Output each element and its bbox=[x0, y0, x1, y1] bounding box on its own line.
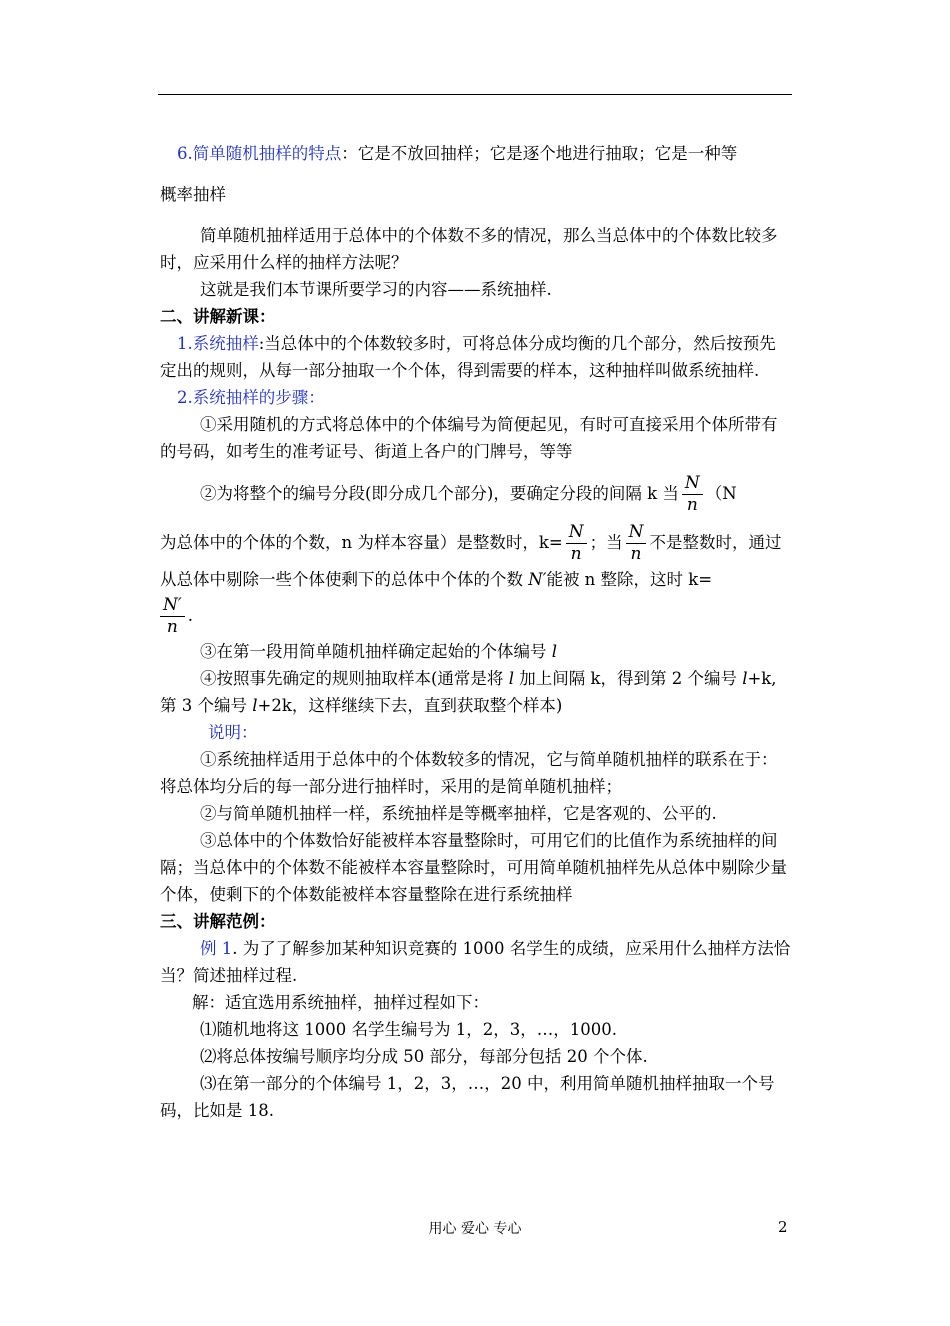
step-2-cont: 为总体中的个体的个数，n 为样本容量）是整数时，k= $\frac{N}{n}$ ；当 $\frac{N}{n}$ 不是整数时，通过从总体中剔除一些个体使剩下的总体中个体的个数 N′能被 n 整除，这时 k= $\frac{N'}{n}$ . bbox=[160, 522, 782, 637]
fraction-N-over-n: $\frac{N}{n}$ bbox=[566, 522, 587, 565]
note-3: ③总体中的个体数恰好能被样本容量整除时，可用它们的比值作为系统抽样的间隔；当总体中的个体数不能被样本容量整除时，可用简单随机抽样先从总体中剔除少量个体，使剩下的个体数能被样本容量整除在进行系统抽样 bbox=[160, 831, 787, 904]
note-1: ①系统抽样适用于总体中的个体数较多的情况，它与简单随机抽样的联系在于：将总体均分后的每一部分进行抽样时，采用的是简单随机抽样； bbox=[160, 750, 778, 796]
fraction-N-over-n: $\frac{N}{n}$ bbox=[626, 522, 647, 565]
solution-step-2: ⑵将总体按编号顺序均分成 50 部分，每部分包括 20 个个体. bbox=[200, 1047, 648, 1066]
fraction-N-over-n: $\frac{N}{n}$ bbox=[682, 473, 703, 516]
example-label: 例 1 bbox=[200, 939, 233, 958]
solution-intro: 解：适宜选用系统抽样，抽样过程如下： bbox=[192, 993, 489, 1012]
definition-term: 1.系统抽样 bbox=[177, 334, 259, 353]
step-2: ②为将整个的编号分段(即分成几个部分)，要确定分段的间隔 k 当 $\frac{N}{n}$ （N bbox=[200, 473, 737, 515]
document-body bbox=[160, 140, 792, 1124]
step-3: ③在第一段用简单随机抽样确定起始的个体编号 l bbox=[200, 642, 558, 661]
page-number: 2 bbox=[778, 1218, 788, 1236]
section-heading-new-lesson: 二、讲解新课： bbox=[160, 307, 276, 326]
step-1: ①采用随机的方式将总体中的个体编号为简便起见，有时可直接采用个体所带有的号码，如考生的准考证号、街道上各户的门牌号，等等 bbox=[160, 415, 778, 461]
note-heading: 说明： bbox=[208, 723, 258, 742]
paragraph-topic: 这就是我们本节课所要学习的内容——系统抽样. bbox=[200, 280, 552, 299]
section-heading-examples: 三、讲解范例： bbox=[160, 912, 276, 931]
footer-motto: 用心 爱心 专心 bbox=[428, 1221, 522, 1237]
features-heading: 6.简单随机抽样的特点 bbox=[177, 144, 342, 163]
N-prime: N′ bbox=[528, 570, 547, 589]
solution-step-1: ⑴随机地将这 1000 名学生编号为 1，2，3，…，1000. bbox=[200, 1020, 617, 1039]
paragraph-definition: 1.系统抽样:当总体中的个体数较多时，可将总体分成均衡的几个部分，然后按预先定出的规则，从每一部分抽取一个个体，得到需要的样本，这种抽样叫做系统抽样. bbox=[160, 334, 776, 380]
paragraph-features-cont: 概率抽样 bbox=[160, 185, 226, 204]
steps-heading: 2.系统抽样的步骤： bbox=[177, 388, 325, 407]
step-4: ④按照事先确定的规则抽取样本(通常是将 l 加上间隔 k，得到第 2 个编号 l+k,第 3 个编号 l+2k，这样继续下去，直到获取整个样本) bbox=[160, 669, 777, 715]
paragraph-intro: 简单随机抽样适用于总体中的个体数不多的情况，那么当总体中的个体数比较多时，应采用什么样的抽样方法呢？ bbox=[160, 226, 778, 272]
fraction-Nprime-over-n: $\frac{N'}{n}$ bbox=[160, 595, 185, 638]
example-1: 例 1. 为了了解参加某种知识竞赛的 1000 名学生的成绩，应采用什么抽样方法恰当？简述抽样过程. bbox=[160, 939, 791, 985]
paragraph-features: 6.简单随机抽样的特点：它是不放回抽样；它是逐个地进行抽取；它是一种等 bbox=[177, 144, 738, 163]
solution-step-3: ⑶在第一部分的个体编号 1，2，3，…，20 中，利用简单随机抽样抽取一个号码，比如是 18. bbox=[160, 1074, 775, 1120]
note-2: ②与简单随机抽样一样，系统抽样是等概率抽样，它是客观的、公平的. bbox=[200, 804, 717, 823]
header-rule bbox=[158, 94, 792, 95]
